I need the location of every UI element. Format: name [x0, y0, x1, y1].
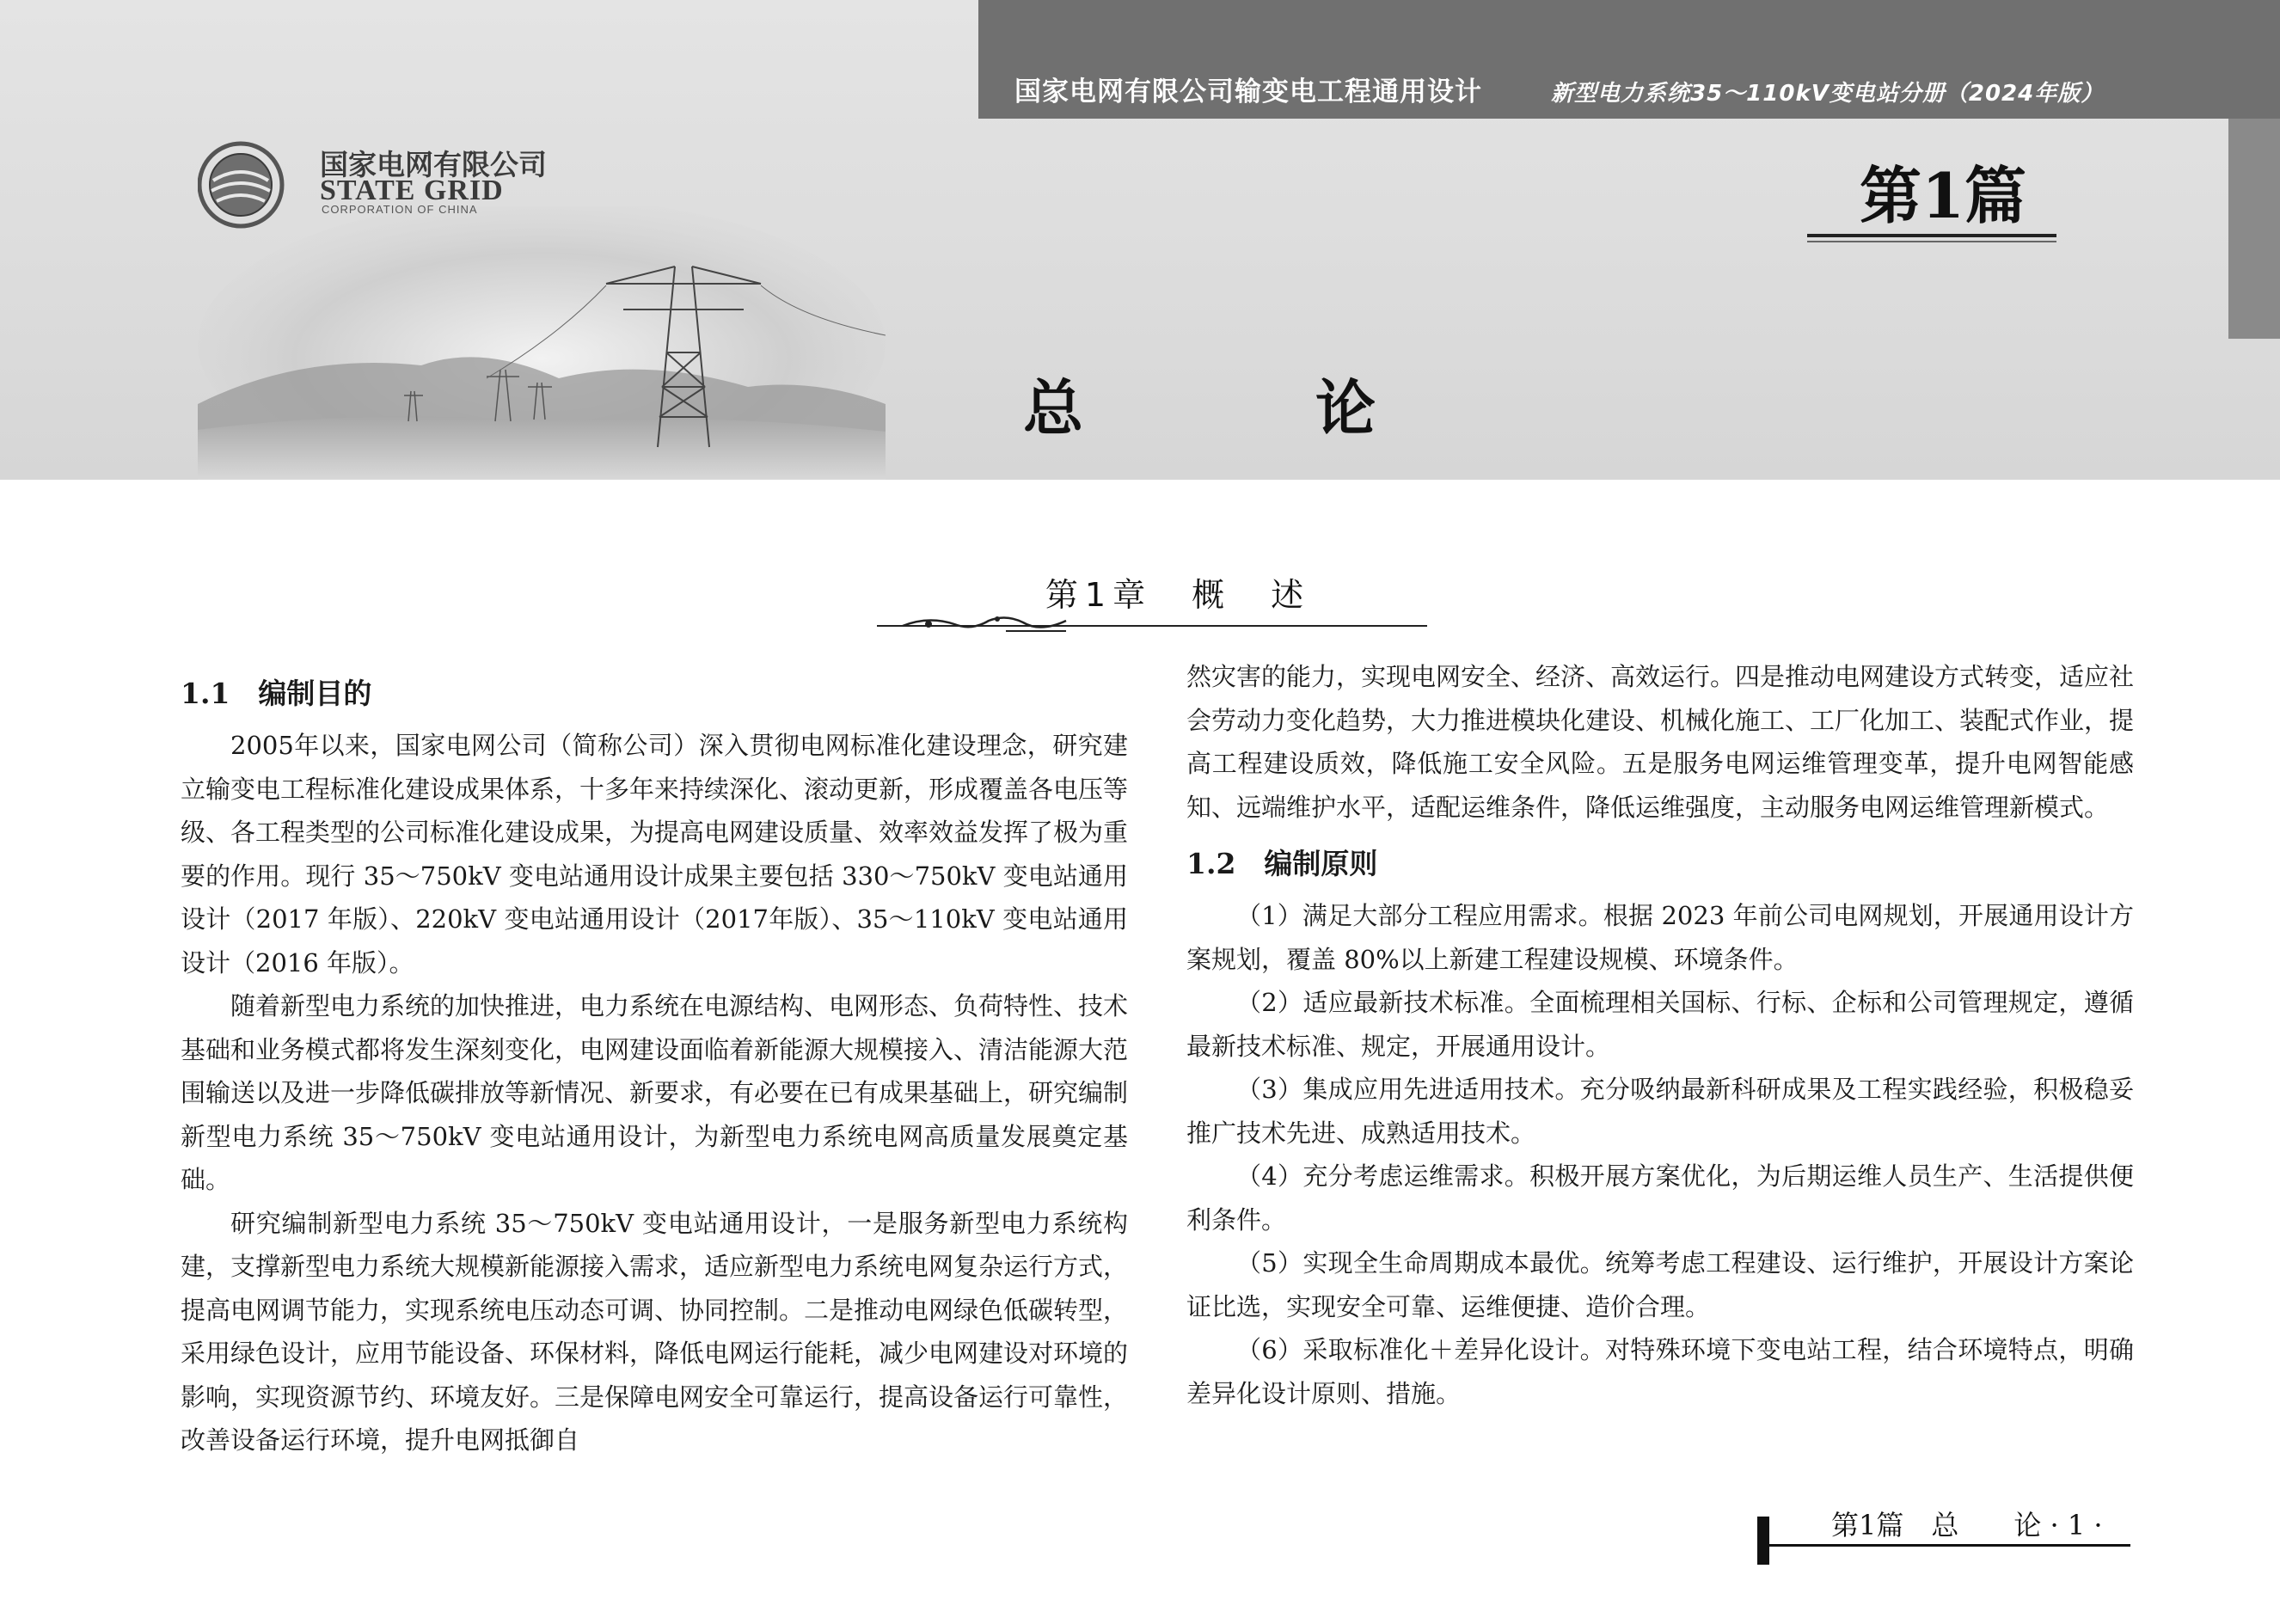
section-heading: 1.2 编制原则 — [1186, 847, 1378, 880]
principle-item: （2）适应最新技术标准。全面梳理相关国标、行标、企标和公司管理规定，遵循最新技术标准、规定，开展通用设计。 — [1186, 988, 2134, 1061]
part-title: 总 论 — [1023, 372, 1462, 444]
left-column — [181, 667, 1128, 1462]
transmission-tower-landscape-image — [198, 206, 886, 480]
paragraph-continuation: 然灾害的能力，实现电网安全、经济、高效运行。四是推动电网建设方式转变，适应社会劳动力变化趋势，大力推进模块化建设、机械化施工、工厂化加工、装配式作业，提高工程建设质效，降低施工安全风险。五是服务电网运维管理变革，提升电网智能感知、远端维护水平，适配运维条件，降低运维强度，主动服务电网运维管理新模式。 — [1186, 662, 2135, 822]
principle-item: （1）满足大部分工程应用需求。根据 2023 年前公司电网规划，开展通用设计方案规划，覆盖 80%以上新建工程建设规模、环境条件。 — [1186, 901, 2134, 974]
paragraph: 2005年以来，国家电网公司（简称公司）深入贯彻电网标准化建设理念，研究建立输变电工程标准化建设成果体系，十多年来持续深化、滚动更新，形成覆盖各电压等级、各工程类型的公司标准化建设成果，为提高电网建设质量、效率效益发挥了极为重要的作用。现行 35～750kV 变电站通用设计成果主要包括 330～750kV 变电站通用设计（2017 年版）、220kV 变电站通用设计（2017年版）、35～110kV 变电站通用设计（2016 年版）。 — [181, 731, 1129, 977]
part-label-underline — [1807, 234, 2056, 237]
footer-marker — [1757, 1517, 1769, 1565]
right-column — [1186, 655, 2134, 1415]
chapter-title: 第1章 概 述 — [1045, 576, 1311, 614]
logo-name-en: STATE GRID — [320, 175, 504, 206]
principle-item: （4）充分考虑运维需求。积极开展方案优化，为后期运维人员生产、生活提供便利条件。 — [1186, 1161, 2134, 1235]
paragraph: 研究编制新型电力系统 35～750kV 变电站通用设计，一是服务新型电力系统构建，支撑新型电力系统大规模新能源接入需求，适应新型电力系统电网复杂运行方式，提高电网调节能力，实现系统电压动态可调、协同控制。二是推动电网绿色低碳转型，采用绿色设计，应用节能设备、环保材料，降低电网运行能耗，减少电网建设对环境的影响，实现资源节约、环境友好。三是保障电网安全可靠运行，提高设备运行可靠性，改善设备运行环境，提升电网抵御自 — [181, 1208, 1129, 1455]
principle-item: （3）集成应用先进适用技术。充分吸纳最新科研成果及工程实践经验，积极稳妥推广技术先进、成熟适用技术。 — [1186, 1075, 2134, 1148]
logo-name-en-sub: CORPORATION OF CHINA — [322, 203, 478, 216]
part-label: 第1篇 — [1859, 159, 2027, 232]
part-label-underline-thin — [1807, 241, 2056, 242]
paragraph: 随着新型电力系统的加快推进，电力系统在电源结构、电网形态、负荷特性、技术基础和业务模式都将发生深刻变化，电网建设面临着新能源大规模接入、清洁能源大范围输送以及进一步降低碳排放等新情况、新要求，有必要在已有成果基础上，研究编制新型电力系统 35～750kV 变电站通用设计，为新型电力系统电网高质量发展奠定基础。 — [181, 991, 1129, 1194]
section-heading: 1.1 编制目的 — [181, 677, 372, 710]
series-title: 国家电网有限公司输变电工程通用设计 — [1014, 77, 1482, 107]
principle-item: （5）实现全生命周期成本最优。统筹考虑工程建设、运行维护，开展设计方案论证比选，实现安全可靠、运维便捷、造价合理。 — [1186, 1248, 2134, 1321]
principle-item: （6）采取标准化＋差异化设计。对特殊环境下变电站工程，结合环境特点，明确差异化设计原则、措施。 — [1186, 1335, 2134, 1408]
logo-name-cn: 国家电网有限公司 — [320, 148, 547, 181]
chapter-ornament-icon — [868, 612, 1436, 638]
footer-rule — [1769, 1544, 2130, 1547]
page-footer: 第1篇 总 论 · 1 · — [1831, 1509, 2103, 1541]
volume-title: 新型电力系统35～110kV变电站分册（2024年版） — [1551, 81, 2105, 107]
side-tab — [2228, 119, 2280, 339]
